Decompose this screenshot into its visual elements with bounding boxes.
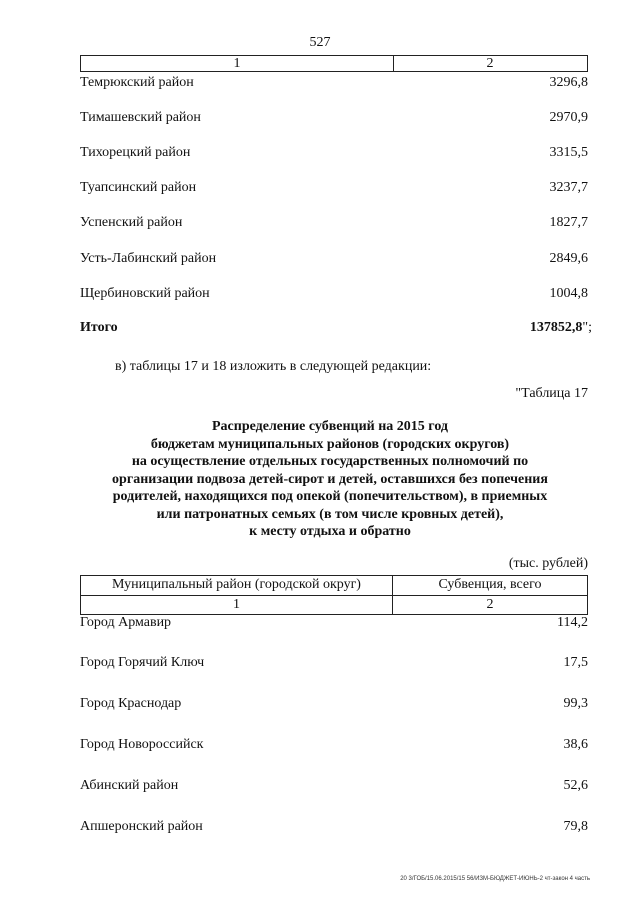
heading-line: организации подвоза детей-сирот и детей, оставшихся без попечения <box>112 471 548 487</box>
table2-row <box>80 778 588 798</box>
table2-row <box>80 737 588 757</box>
table2-header-col1: Муниципальный район (городской округ) <box>112 577 361 592</box>
district-value: 2849,6 <box>549 251 588 266</box>
district-value: 1827,7 <box>549 215 588 230</box>
table2-header-col2: Субвенция, всего <box>438 577 542 592</box>
table2-row <box>80 819 588 839</box>
subvention-value: 79,8 <box>563 819 588 834</box>
district-value: 3296,8 <box>549 75 588 90</box>
district-value: 3315,5 <box>549 145 588 160</box>
municipality-name: Город Армавир <box>80 615 172 630</box>
total-value: 137852,8 <box>529 320 583 335</box>
table-label: "Таблица 17 <box>515 386 588 401</box>
subvention-value: 17,5 <box>563 655 588 670</box>
table1-row <box>80 215 588 235</box>
municipality-name: Город Горячий Ключ <box>80 655 205 670</box>
table2-header-num1: 1 <box>233 597 240 612</box>
total-label: Итого <box>80 320 118 335</box>
table2-row <box>80 615 588 635</box>
table1-header <box>80 55 588 72</box>
heading-line: или патронатных семьях (в том числе кровных детей), <box>156 506 504 522</box>
district-name: Туапсинский район <box>80 180 197 195</box>
table1-row <box>80 251 588 271</box>
table1-total-row <box>80 320 592 340</box>
heading-line: родителей, находящихся под опекой (попечительством), в приемных <box>112 489 548 504</box>
total-suffix: "; <box>582 320 592 335</box>
table1-header-col1: 1 <box>233 56 241 71</box>
district-value: 3237,7 <box>549 180 588 195</box>
table2-row <box>80 696 588 716</box>
heading-line: на осуществление отдельных государственных полномочий по <box>131 454 529 469</box>
district-value: 2970,9 <box>549 110 588 125</box>
subvention-value: 114,2 <box>557 615 588 630</box>
table1-row <box>80 110 588 130</box>
table1-row <box>80 145 588 165</box>
district-name: Щербиновский район <box>80 286 210 301</box>
document-footer: 20 3/ГОБ/15.06.2015/15 56/ИЗМ-БЮДЖЕТ-ИЮНЬ-2 чт-закон 4 часть <box>400 876 590 882</box>
district-name: Усть-Лабинский район <box>80 251 217 266</box>
municipality-name: Апшеронский район <box>80 819 203 834</box>
amendment-paragraph: в) таблицы 17 и 18 изложить в следующей редакции: <box>115 359 432 374</box>
heading-line: Распределение субвенций на 2015 год <box>212 419 448 434</box>
heading-line: к месту отдыха и обратно <box>249 524 411 539</box>
table1-row <box>80 180 588 200</box>
heading-line: бюджетам муниципальных районов (городских округов) <box>150 436 510 452</box>
units-label: (тыс. рублей) <box>508 556 588 571</box>
table1-header-col2: 2 <box>486 56 494 71</box>
district-name: Тихорецкий район <box>80 145 191 160</box>
table2-header <box>80 575 588 615</box>
municipality-name: Абинский район <box>80 778 179 793</box>
table2-row <box>80 655 588 675</box>
subvention-value: 38,6 <box>563 737 588 752</box>
district-name: Темрюкский район <box>80 75 194 90</box>
district-name: Тимашевский район <box>80 110 201 125</box>
municipality-name: Город Новороссийск <box>80 737 204 752</box>
table1-row <box>80 286 588 306</box>
district-value: 1004,8 <box>549 286 588 301</box>
table1-row <box>80 75 588 95</box>
page-number: 527 <box>309 35 331 50</box>
subvention-value: 99,3 <box>563 696 588 711</box>
municipality-name: Город Краснодар <box>80 696 182 711</box>
subvention-value: 52,6 <box>563 778 588 793</box>
district-name: Успенский район <box>80 215 183 230</box>
table2-header-num2: 2 <box>486 597 494 612</box>
table-heading <box>60 418 600 541</box>
